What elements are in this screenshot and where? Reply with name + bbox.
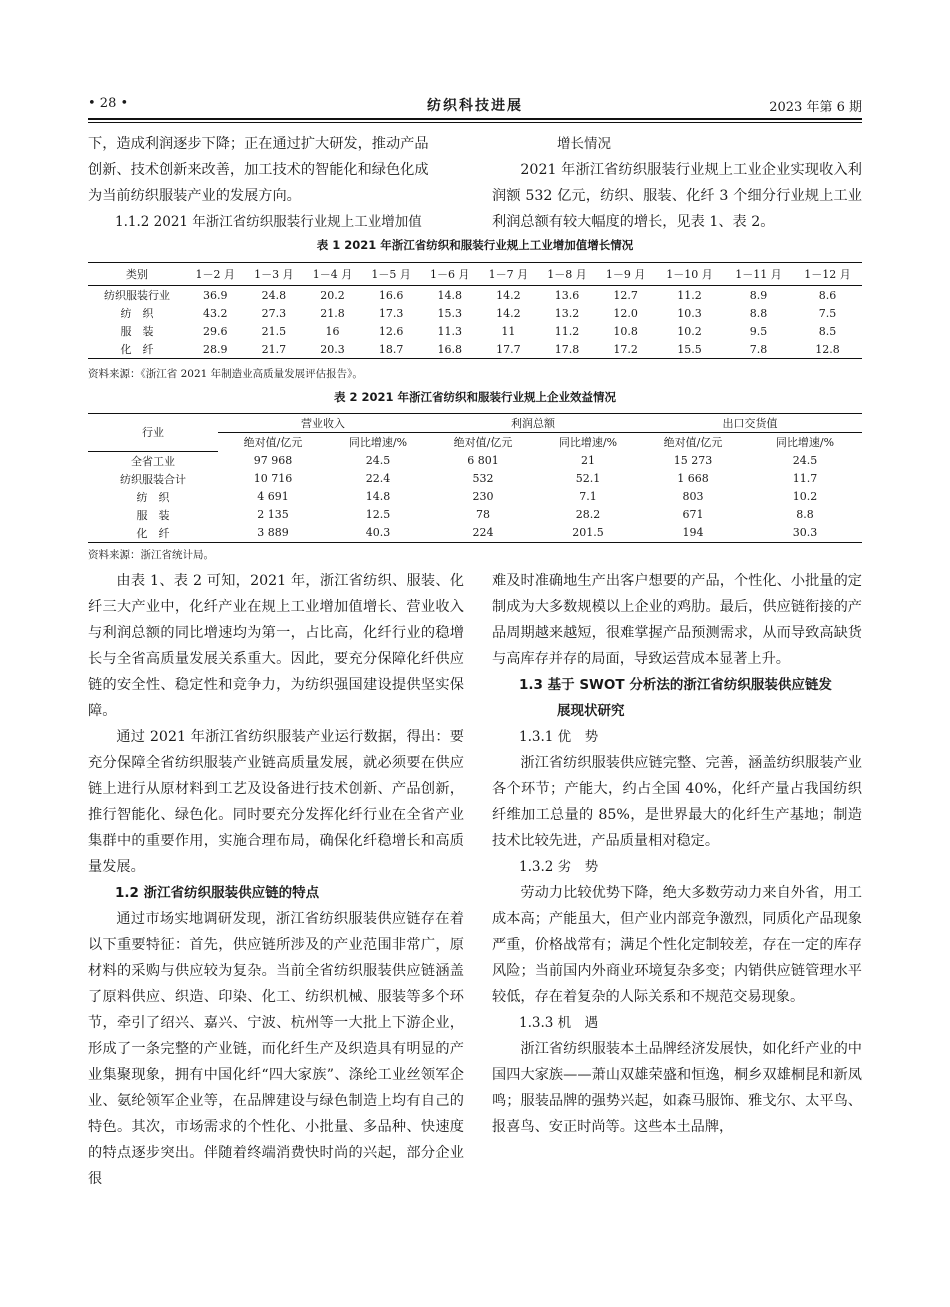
table-cell: 8.8	[749, 306, 768, 320]
table-cell: 纺 织	[136, 490, 170, 504]
table-cell: 17.3	[378, 306, 404, 320]
paragraph: 由表 1、表 2 可知，2021 年，浙江省纺织、服装、化纤三大产业中，化纤产业在规上工业增加值增长、营业收入与利润总额的同比增速均为第一，占比高，化纤行业的稳增长与全省高质量发展关系重大。因此，要充分保障化纤供应链的安全性、稳定性和竞争力，为纺织强国建设提供坚实保障。	[88, 573, 464, 719]
table-cell: 230	[472, 490, 494, 503]
table-row	[88, 506, 862, 524]
table2-sub-header: 绝对值/亿元	[243, 436, 303, 449]
table-cell: 纺 织	[120, 307, 154, 320]
table-cell: 7.8	[749, 342, 768, 356]
table-cell: 24.5	[365, 453, 391, 467]
table-cell: 7.5	[818, 306, 837, 320]
table-cell: 11.2	[677, 288, 702, 302]
page-header	[88, 96, 862, 118]
table-cell: 22.4	[365, 472, 391, 485]
table-cell: 224	[472, 526, 494, 539]
table-cell: 29.6	[203, 324, 228, 338]
table-cell: 24.8	[261, 288, 287, 302]
table1-header: 1－4 月	[312, 268, 353, 281]
table1-header: 类别	[125, 268, 148, 281]
paragraph-line: 创新、技术创新来改善，加工技术的智能化和绿色化成	[88, 162, 429, 178]
section-heading-1-2: 1.2 浙江省纺织服装供应链的特点	[115, 885, 320, 901]
table-cell: 803	[682, 490, 704, 503]
paragraph: 浙江省纺织服装本土品牌经济发展快，如化纤产业的中国四大家族——萧山双雄荣盛和恒逸，桐乡双雄桐昆和新凤鸣；服装品牌的强势兴起，如森马服饰、雅戈尔、太平鸟、报喜鸟、安正时尚等。这些本土品牌，	[492, 1041, 862, 1135]
paragraph: 难及时准确地生产出客户想要的产品，个性化、小批量的定制成为大多数规模以上企业的鸡肋。最后，供应链衔接的产品周期越来越短，很难掌握产品预测需求，从而导致高缺货与高库存并存的局面，导致运营成本显著上升。	[492, 573, 862, 667]
table-cell: 24.5	[792, 453, 818, 467]
paragraph: 2021 年浙江省纺织服装行业规上工业企业实现收入利润额 532 亿元，纺织、服装、化纤 3 个细分行业规上工业利润总额有较大幅度的增长，见表 1、表 2。	[492, 162, 862, 230]
top-right-column	[492, 131, 862, 235]
table-cell: 17.8	[554, 342, 580, 356]
table-cell: 11.2	[554, 324, 580, 338]
table-cell: 14.8	[365, 490, 391, 503]
table-cell: 21	[581, 453, 595, 467]
table-cell: 671	[682, 508, 704, 521]
paragraph: 浙江省纺织服装供应链完整、完善，涵盖纺织服装产业各个环节；产能大，约占全国 40%，化纤产量占我国纺织纤维加工总量的 85%，是世界最大的化纤生产基地；制造技术比较先进，产品质量相对稳定。	[492, 755, 862, 849]
table-cell: 6 801	[467, 453, 499, 467]
table-cell: 11	[501, 324, 516, 338]
table-cell: 28.9	[203, 342, 228, 356]
table-cell: 纺织服装行业	[103, 289, 170, 302]
table-cell: 16.8	[437, 342, 463, 356]
table-cell: 8.6	[818, 288, 837, 302]
section-heading-1-1-2-cont: 增长情况	[557, 136, 611, 152]
table-cell: 15.5	[677, 342, 702, 356]
table-cell: 10 716	[253, 472, 293, 485]
table-cell: 7.1	[579, 490, 597, 503]
table2-sub-header: 绝对值/亿元	[663, 436, 723, 449]
table-row	[88, 304, 862, 322]
table1-header: 1－12 月	[804, 268, 851, 281]
table-cell: 服 装	[120, 325, 154, 338]
table2-sub-header: 绝对值/亿元	[453, 436, 513, 449]
table-cell: 20.2	[320, 288, 345, 302]
table1-header: 1－10 月	[666, 268, 713, 281]
table-cell: 4 691	[257, 490, 289, 503]
paragraph-line: 下，造成利润逐步下降；正在通过扩大研发，推动产品	[88, 136, 429, 152]
table-cell: 40.3	[365, 526, 391, 539]
table-cell: 化 纤	[136, 526, 170, 540]
table-cell: 14.2	[496, 306, 521, 320]
table2-caption: 表 2 2021 年浙江省纺织和服装行业规上企业效益情况	[333, 390, 617, 404]
table-cell: 20.3	[320, 342, 345, 356]
section-heading-1-3-2: 1.3.2 劣 势	[519, 859, 599, 875]
table-cell: 12.7	[613, 288, 638, 302]
table-cell: 21.5	[261, 324, 287, 338]
header-rule-thin	[88, 122, 862, 123]
table-cell: 3 889	[257, 526, 289, 539]
table-cell: 43.2	[203, 306, 228, 320]
table-cell: 13.2	[554, 306, 580, 320]
table-cell: 201.5	[572, 526, 604, 539]
table1-header: 1－9 月	[605, 268, 646, 281]
table-cell: 8.8	[796, 508, 814, 521]
table-cell: 12.8	[815, 342, 840, 356]
table-cell: 纺织服装合计	[120, 472, 186, 486]
table-cell: 14.8	[437, 288, 463, 302]
table-cell: 17.2	[613, 342, 638, 356]
table1-caption: 表 1 2021 年浙江省纺织和服装行业规上工业增加值增长情况	[316, 238, 634, 252]
top-left-column	[88, 131, 464, 235]
table-row	[88, 340, 862, 359]
page-number: • 28 •	[88, 96, 129, 111]
table2-group-header: 利润总额	[428, 414, 638, 433]
table-cell: 12.6	[378, 324, 404, 338]
table-cell: 52.1	[575, 472, 601, 485]
table2-source: 资料来源：浙江省统计局。	[88, 549, 214, 561]
table-cell: 16.6	[378, 288, 404, 302]
issue-info: 2023 年第 6 期	[769, 100, 862, 115]
table-cell: 12.5	[365, 508, 391, 521]
journal-title: 纺织科技进展	[427, 98, 523, 114]
table-cell: 2 135	[257, 508, 289, 521]
section-heading-1-3-3: 1.3.3 机 遇	[519, 1015, 599, 1031]
table-cell: 16	[325, 324, 340, 338]
table-cell: 10.3	[677, 306, 702, 320]
table-cell: 15.3	[437, 306, 463, 320]
table-cell: 10.2	[792, 490, 818, 503]
table1-header: 1－5 月	[371, 268, 411, 281]
table-cell: 化 纤	[120, 343, 154, 356]
table-cell: 9.5	[749, 324, 768, 338]
table2-sub-header: 同比增速/%	[348, 436, 408, 449]
paragraph-line: 为当前纺织服装产业的发展方向。	[88, 188, 301, 204]
table-cell: 21.7	[261, 342, 287, 356]
table1-header: 1－8 月	[547, 268, 587, 281]
table-cell: 532	[472, 472, 494, 485]
table-row	[88, 322, 862, 340]
table-cell: 10.8	[613, 324, 638, 338]
table-cell: 36.9	[203, 288, 228, 302]
table-row	[88, 488, 862, 506]
table-cell: 14.2	[496, 288, 521, 302]
table-row	[88, 451, 862, 470]
table-cell: 服 装	[136, 508, 170, 522]
table-cell: 13.6	[554, 288, 580, 302]
section-heading-1-3-1: 1.3.1 优 势	[519, 729, 599, 745]
table2-sub-header: 同比增速/%	[558, 436, 618, 449]
table-cell: 78	[476, 508, 490, 521]
section-heading-1-3: 1.3 基于 SWOT 分析法的浙江省纺织服装供应链发	[519, 677, 832, 693]
table1-header: 1－2 月	[195, 268, 236, 281]
table-cell: 12.0	[613, 306, 638, 320]
table-cell: 15 273	[673, 453, 713, 467]
table1-header: 1－3 月	[254, 268, 294, 281]
table1	[88, 262, 862, 359]
table-cell: 27.3	[261, 306, 287, 320]
table-cell: 194	[682, 526, 704, 539]
table-cell: 28.2	[575, 508, 601, 521]
table-row	[88, 524, 862, 543]
table2-industry-header: 行业	[88, 414, 218, 452]
table2	[88, 413, 862, 543]
table-cell: 1 668	[677, 472, 709, 485]
table2-group-header: 出口交货值	[638, 414, 862, 433]
table-cell: 8.9	[749, 288, 768, 302]
table2-group-header: 营业收入	[218, 414, 428, 433]
table1-header: 1－7 月	[488, 268, 529, 281]
table-cell: 18.7	[378, 342, 404, 356]
table1-source: 资料来源：《浙江省 2021 年制造业高质量发展评估报告》。	[88, 368, 363, 380]
table-cell: 30.3	[792, 526, 818, 539]
paragraph: 通过市场实地调研发现，浙江省纺织服装供应链存在着以下重要特征：首先，供应链所涉及的产业范围非常广，原材料的采购与供应较为复杂。当前全省纺织服装供应链涵盖了原料供应、织造、印染、化工、纺织机械、服装等多个环节，牵引了绍兴、嘉兴、宁波、杭州等一大批上下游企业，形成了一条完整的产业链，而化纤生产及织造具有明显的产业集聚现象，拥有中国化纤“四大家族”、涤纶工业丝领军企业、氨纶领军企业等，在品牌建设与绿色制造上均有自己的特色。其次，市场需求的个性化、小批量、多品种、快速度的特点逐步突出。伴随着终端消费快时尚的兴起，部分企业很	[88, 911, 464, 1187]
table1-header: 1－11 月	[735, 268, 782, 281]
section-heading-1-3-cont: 展现状研究	[557, 703, 625, 719]
table-cell: 17.7	[496, 342, 521, 356]
table-cell: 8.5	[818, 324, 837, 338]
table-cell: 97 968	[253, 453, 293, 467]
right-column	[492, 568, 862, 1140]
table-cell: 11.7	[792, 472, 818, 485]
table-cell: 全省工业	[131, 454, 175, 468]
paragraph: 劳动力比较优势下降，绝大多数劳动力来自外省，用工成本高；产能虽大，但产业内部竞争激烈，同质化产品现象严重，价格战常有；满足个性化定制较差，存在一定的库存风险；当前国内外商业环境复杂多变；内销供应链管理水平较低，存在着复杂的人际关系和不规范交易现象。	[492, 885, 862, 1005]
table-cell: 10.2	[677, 324, 702, 338]
table-row	[88, 470, 862, 488]
table-cell: 11.3	[437, 324, 463, 338]
table-cell: 21.8	[320, 306, 345, 320]
paragraph: 通过 2021 年浙江省纺织服装产业运行数据，得出：要充分保障全省纺织服装产业链高质量发展，就必须要在供应链上进行从原材料到工艺及设备进行技术创新、产品创新，推行智能化、绿色化。同时要充分发挥化纤行业在全省产业集群中的重要作用，实施合理布局，确保化纤稳增长和高质量发展。	[88, 729, 464, 875]
section-heading-1-1-2: 1.1.2 2021 年浙江省纺织服装行业规上工业增加值	[115, 214, 422, 230]
table2-sub-header: 同比增速/%	[775, 436, 835, 449]
table-row	[88, 286, 862, 305]
table1-header: 1－6 月	[430, 268, 470, 281]
header-rule-thick	[88, 118, 862, 120]
left-column	[88, 568, 464, 1192]
